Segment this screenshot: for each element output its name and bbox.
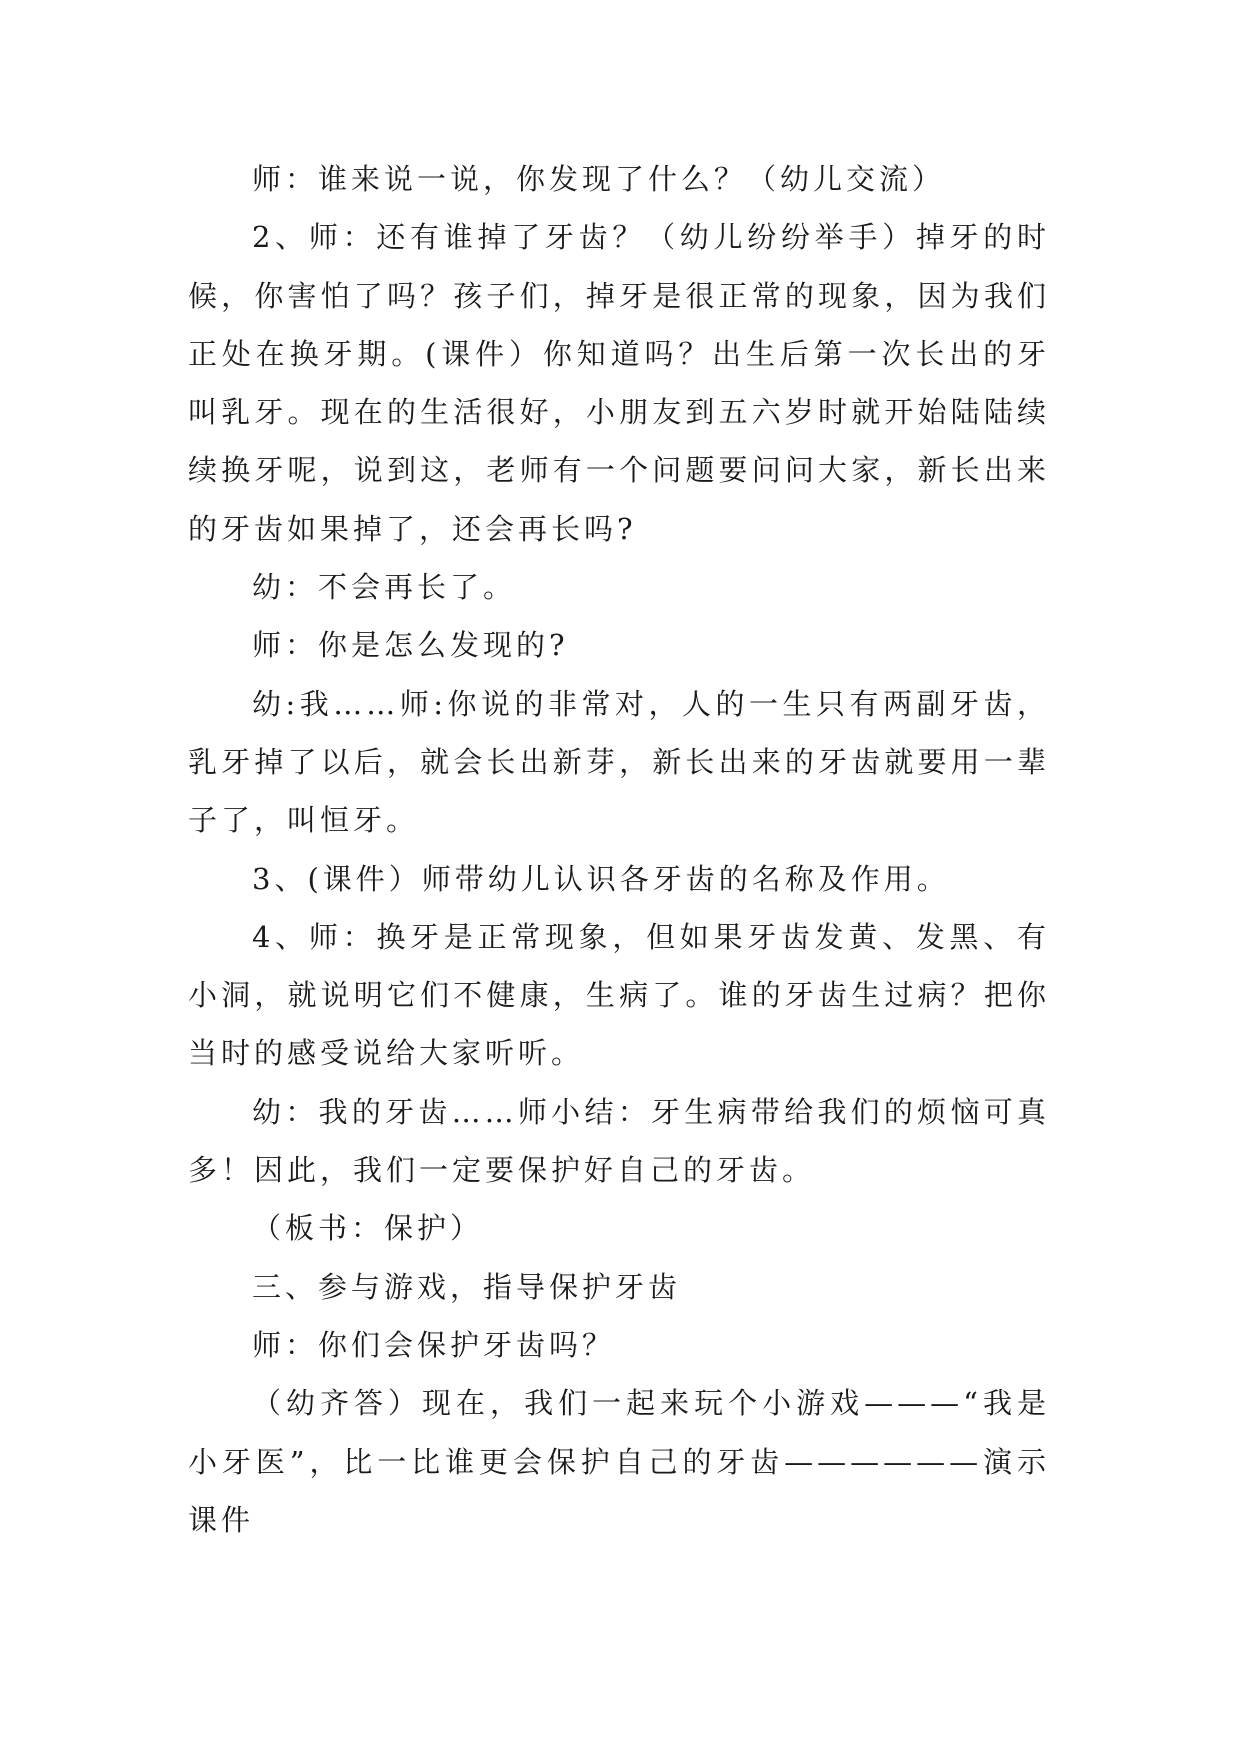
paragraph: 4、师：换牙是正常现象，但如果牙齿发黄、发黑、有小洞，就说明它们不健康，生病了。谁的牙齿生过病？把你当时的感受说给大家听听。	[188, 919, 1050, 1071]
paragraph: 3、(课件）师带幼儿认识各牙齿的名称及作用。	[252, 861, 950, 896]
paragraph: （板书：保护）	[252, 1211, 484, 1246]
paragraph: 幼:我……师:你说的非常对，人的一生只有两副牙齿，乳牙掉了以后，就会长出新芽，新长出来的牙齿就要用一辈子了，叫恒牙。	[188, 686, 1050, 838]
paragraph: 师：你们会保护牙齿吗？	[252, 1327, 616, 1362]
paragraph: 师：你是怎么发现的?	[252, 628, 569, 663]
paragraph: （幼齐答）现在，我们一起来玩个小游戏———“我是小牙医”，比一比谁更会保护自己的牙齿——————演示课件	[188, 1386, 1050, 1537]
paragraph: 幼：不会再长了。	[252, 570, 517, 605]
section-heading: 三、参与游戏，指导保护牙齿	[252, 1269, 682, 1304]
paragraph: 师：谁来说一说，你发现了什么？（幼儿交流）	[252, 162, 946, 196]
document-body	[188, 150, 1050, 1549]
paragraph: 幼：我的牙齿……师小结：牙生病带给我们的烦恼可真多！因此，我们一定要保护好自己的牙齿。	[188, 1094, 1050, 1188]
paragraph: 2、师：还有谁掉了牙齿？（幼儿纷纷举手）掉牙的时候，你害怕了吗？孩子们，掉牙是很正常的现象，因为我们正处在换牙期。(课件）你知道吗？出生后第一次长出的牙叫乳牙。现在的生活很好，小朋友到五六岁时就开始陆陆续续换牙呢，说到这，老师有一个问题要问问大家，新长出来的牙齿如果掉了，还会再长吗?	[188, 220, 1050, 546]
